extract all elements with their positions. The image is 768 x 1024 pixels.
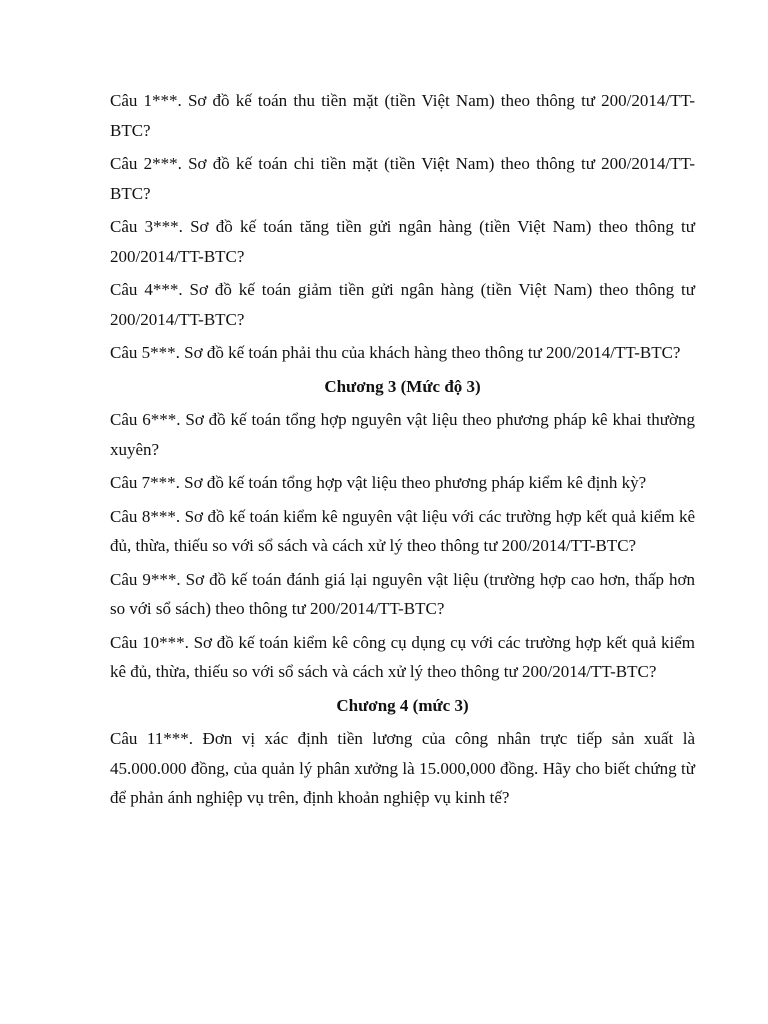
question-6: Câu 6***. Sơ đồ kế toán tổng hợp nguyên vật liệu theo phương pháp kê khai thường xuyên? xyxy=(110,410,695,459)
chapter-4-heading: Chương 4 (mức 3) xyxy=(336,695,469,715)
question-9: Câu 9***. Sơ đồ kế toán đánh giá lại nguyên vật liệu (trường hợp cao hơn, thấp hơn so với sổ sách) theo thông tư 200/2014/TT-BTC? xyxy=(110,569,695,618)
question-4: Câu 4***. Sơ đồ kế toán giảm tiền gửi ngân hàng (tiền Việt Nam) theo thông tư 200/2014/TT-BTC? xyxy=(110,280,695,329)
question-1: Câu 1***. Sơ đồ kế toán thu tiền mặt (tiền Việt Nam) theo thông tư 200/2014/TT-BTC? xyxy=(110,91,695,140)
question-2: Câu 2***. Sơ đồ kế toán chi tiền mặt (tiền Việt Nam) theo thông tư 200/2014/TT-BTC? xyxy=(110,154,695,203)
question-11: Câu 11***. Đơn vị xác định tiền lương của công nhân trực tiếp sản xuất là 45.000.000 đồng, của quản lý phân xưởng là 15.000,000 đồng. Hãy cho biết chứng từ để phản ánh nghiệp vụ trên, định khoản nghiệp vụ kinh tế? xyxy=(110,729,695,807)
question-5: Câu 5***. Sơ đồ kế toán phải thu của khách hàng theo thông tư 200/2014/TT-BTC? xyxy=(110,343,681,362)
question-8: Câu 8***. Sơ đồ kế toán kiểm kê nguyên vật liệu với các trường hợp kết quả kiểm kê đủ, thừa, thiếu so với sổ sách và cách xử lý theo thông tư 200/2014/TT-BTC? xyxy=(110,506,695,555)
chapter-3-heading: Chương 3 (Mức độ 3) xyxy=(324,376,481,396)
question-10: Câu 10***. Sơ đồ kế toán kiểm kê công cụ dụng cụ với các trường hợp kết quả kiểm kê đủ, thừa, thiếu so với sổ sách và cách xử lý theo thông tư 200/2014/TT-BTC? xyxy=(110,632,695,681)
question-3: Câu 3***. Sơ đồ kế toán tăng tiền gửi ngân hàng (tiền Việt Nam) theo thông tư 200/2014/TT-BTC? xyxy=(110,217,695,266)
question-7: Câu 7***. Sơ đồ kế toán tổng hợp vật liệu theo phương pháp kiểm kê định kỳ? xyxy=(110,473,647,492)
document-page xyxy=(110,86,695,817)
